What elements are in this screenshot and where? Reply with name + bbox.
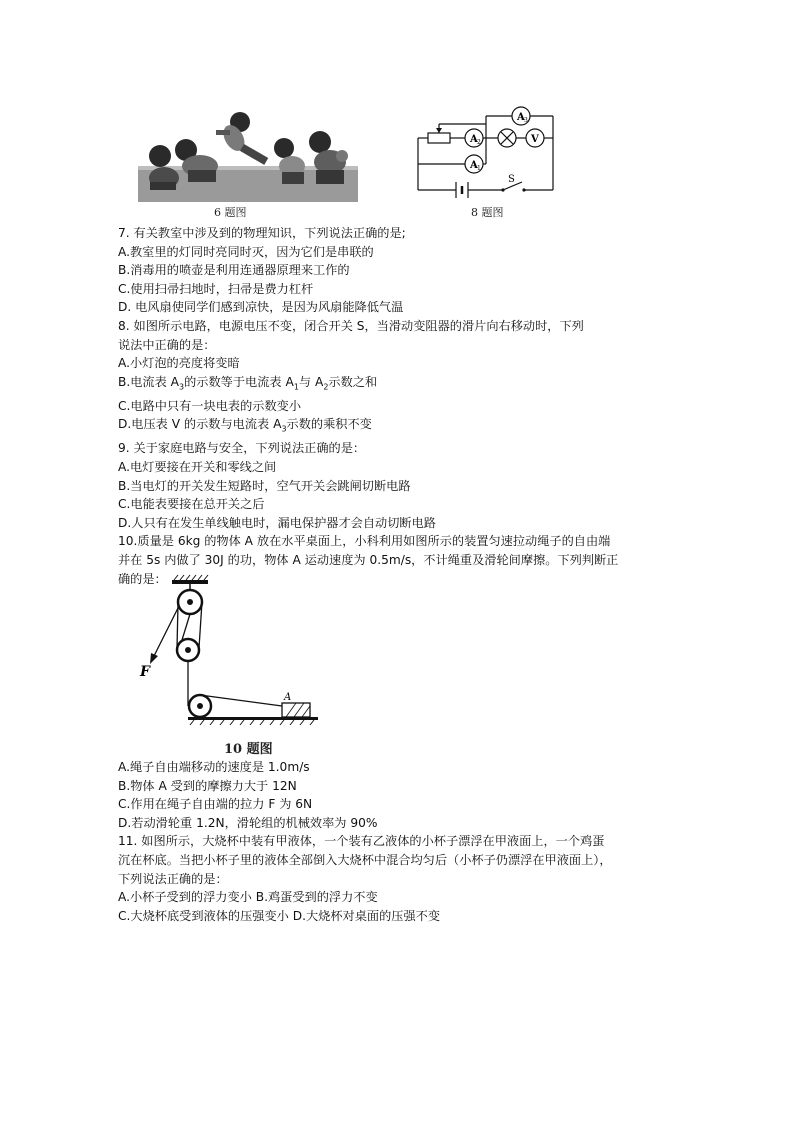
question-9-option-b: B.当电灯的开关发生短路时，空气开关会跳闸切断电路 <box>118 478 411 493</box>
question-11-stem-line-3: 下列说法正确的是： <box>118 871 228 886</box>
figure-6-illustration <box>138 108 358 202</box>
ammeter-a3-icon <box>512 107 530 125</box>
question-8-stem-line-2: 说法中正确的是： <box>118 337 216 352</box>
question-7-option-b: B.消毒用的喷壶是利用连通器原理来工作的 <box>118 263 350 278</box>
question-9-option-a: A.电灯要接在开关和零线之间 <box>118 460 277 474</box>
svg-text:A: A <box>470 134 478 145</box>
svg-text:3: 3 <box>524 117 528 124</box>
figure-6-caption: 6 题图 <box>214 206 247 219</box>
question-9-stem: 9. 关于家庭电路与安全，下列说法正确的是： <box>118 441 366 456</box>
figure-8-caption: 8 题图 <box>471 206 504 219</box>
question-11-stem-line-1: 11. 如图所示，大烧杯中装有甲液体，一个装有乙液体的小杯子漂浮在甲液面上，一个鸡蛋 <box>118 834 605 849</box>
question-8-option-d: D.电压表 V 的示数与电流表 $A_3$示数的乘积不变 <box>118 417 372 434</box>
ammeter-a1-icon <box>465 155 483 173</box>
svg-text:A: A <box>517 112 525 123</box>
movable-pulley-icon <box>177 639 199 661</box>
svg-text:2: 2 <box>477 139 481 146</box>
question-8-option-a: A.小灯泡的亮度将变暗 <box>118 356 240 371</box>
figure-8-circuit-diagram <box>408 102 558 198</box>
question-10-option-a: A.绳子自由端移动的速度是 1.0m/s <box>118 760 310 774</box>
question-7-option-a: A.教室里的灯同时亮同时灭，因为它们是串联的 <box>118 244 374 259</box>
figure-10-caption: 10 题图 <box>224 742 273 757</box>
question-7-option-d: D. 电风扇使同学们感到凉快，是因为风扇能降低气温 <box>118 300 404 315</box>
svg-text:A: A <box>470 160 478 171</box>
question-7-option-c: C.使用扫帚扫地时，扫帚是费力杠杆 <box>118 281 314 296</box>
voltmeter-icon <box>526 129 544 147</box>
question-10-stem-line-2: 并在 5s 内做了 30J 的功，物体 A 运动速度为 0.5m/s，不计绳重及滑轮间摩擦。下列判断正 <box>118 552 619 567</box>
question-10-options <box>118 758 678 925</box>
force-label: F <box>140 664 150 680</box>
svg-text:1: 1 <box>477 165 481 172</box>
question-8-stem-line-1: 8. 如图所示电路，电源电压不变，闭合开关 S，当滑动变阻器的滑片向右移动时，下列 <box>118 318 584 333</box>
question-7 <box>118 224 678 588</box>
question-11-stem-line-2: 沉在杯底。当把小杯子里的液体全部倒入大烧杯中混合均匀后（小杯子仍漂浮在甲液面上）， <box>118 852 612 867</box>
question-8-option-c: C.电路中只有一块电表的示数变小 <box>118 398 302 413</box>
child-figure <box>216 112 268 165</box>
question-8-option-b: B.电流表 $A_3$的示数等于电流表 $A_1$与 $A_2$示数之和 <box>118 374 378 392</box>
question-11-options-line-1: A.小杯子受到的浮力变小 B.鸡蛋受到的浮力不变 <box>118 890 378 905</box>
switch-label: S <box>508 174 515 185</box>
question-10-option-b: B.物体 A 受到的摩擦力大于 12N <box>118 778 297 793</box>
fixed-pulley-icon <box>178 590 202 614</box>
question-10-option-d: D.若动滑轮重 1.2N，滑轮组的机械效率为 90% <box>118 815 378 830</box>
object-a-block <box>282 692 310 717</box>
question-10-stem-line-1: 10.质量是 6kg 的物体 A 放在水平桌面上，小科利用如图所示的装置匀速拉动绳子的自由端 <box>118 534 611 549</box>
question-7-stem: 7. 有关教室中涉及到的物理知识，下列说法正确的是; <box>118 226 406 240</box>
table-pulley-icon <box>189 695 211 717</box>
question-9-option-c: C.电能表要接在总开关之后 <box>118 497 265 512</box>
figure-10-pulley-diagram <box>134 574 324 734</box>
svg-text:A: A <box>284 692 292 703</box>
question-11-options-line-2: C.大烧杯底受到液体的压强变小 D.大烧杯对桌面的压强不变 <box>118 908 441 923</box>
lamp-icon <box>498 129 516 147</box>
question-10-option-c: C.作用在绳子自由端的拉力 F 为 6N <box>118 797 313 812</box>
ammeter-a2-icon <box>465 129 483 147</box>
question-10-stem-line-3: 确的是： <box>118 571 167 586</box>
question-9-option-d: D.人只有在发生单线触电时，漏电保护器才会自动切断电路 <box>118 515 436 530</box>
svg-text:V: V <box>531 134 539 145</box>
